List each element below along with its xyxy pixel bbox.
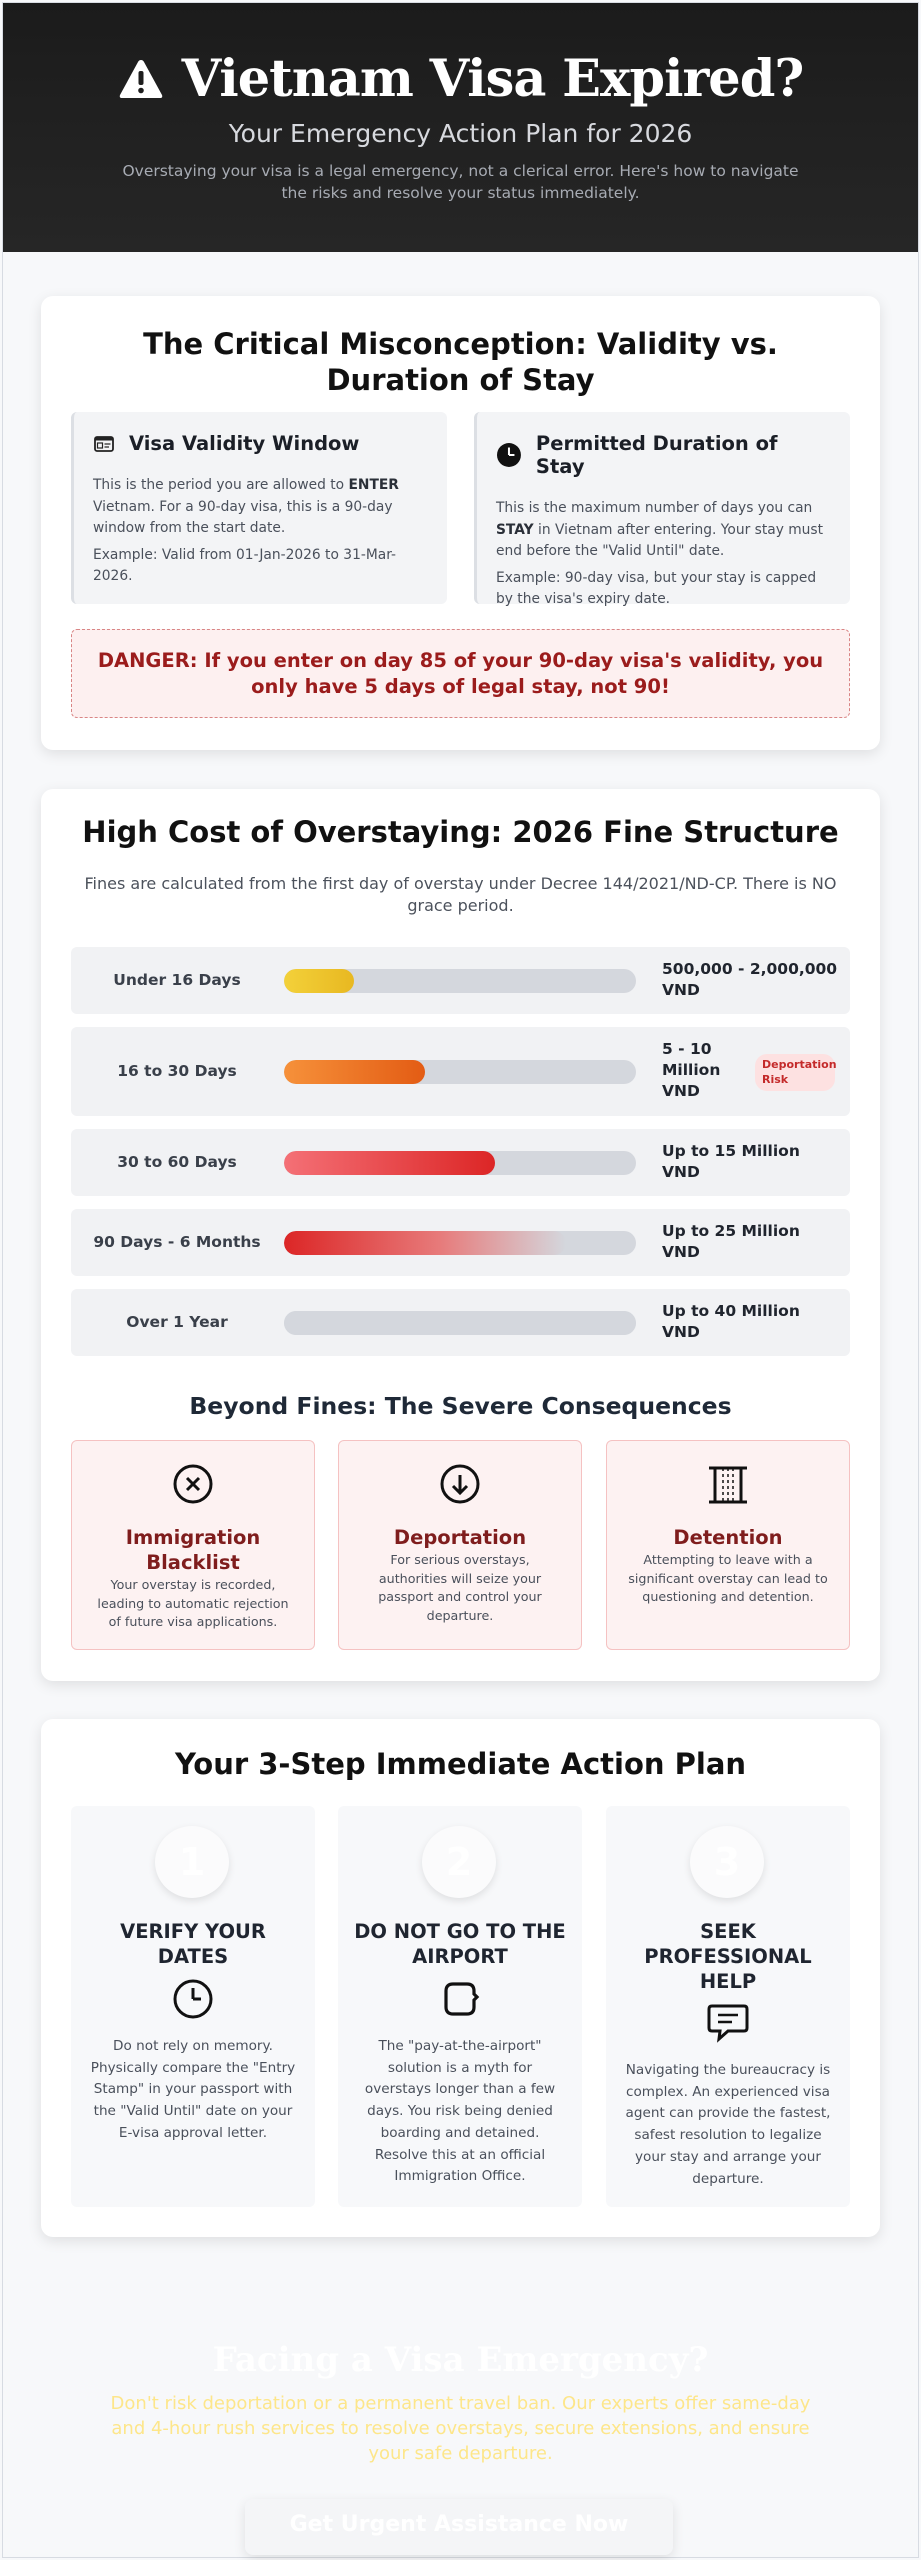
consequence-title: Detention bbox=[673, 1526, 783, 1549]
misconception-title: The Critical Misconception: Validity vs. Duration of Stay bbox=[143, 327, 778, 397]
fine-label: Over 1 Year bbox=[126, 1313, 228, 1331]
step-title: DO NOT GO TO THE AIRPORT bbox=[354, 1920, 566, 1968]
airplane-icon bbox=[439, 1978, 481, 2020]
step-number: 3 bbox=[690, 1826, 764, 1898]
validity-example: Example: Valid from 01-Jan-2026 to 31-Mar-2026. bbox=[93, 546, 396, 584]
action-plan-card bbox=[41, 1719, 880, 2237]
fine-label: 16 to 30 Days bbox=[117, 1062, 237, 1080]
consequence-title: Deportation bbox=[393, 1526, 527, 1549]
action-plan-title: Your 3-Step Immediate Action Plan bbox=[174, 1747, 747, 1781]
warning-icon bbox=[118, 57, 164, 101]
fine-row bbox=[71, 1289, 850, 1356]
validity-text: This is the period you are allowed to ENTER Vietnam. For a 90-day visa, this is a 90-day window from the start date. bbox=[93, 477, 399, 536]
fines-card bbox=[41, 789, 880, 1681]
fine-value: Up to 40 Million VND bbox=[662, 1302, 800, 1341]
step-title: SEEK PROFESSIONAL HELP bbox=[644, 1920, 812, 1993]
id-card-icon bbox=[93, 433, 115, 455]
fine-bar-fill bbox=[284, 969, 354, 993]
fine-bar-fill bbox=[284, 1231, 566, 1255]
clock-icon bbox=[496, 442, 522, 468]
consequence-card-blacklist bbox=[71, 1440, 315, 1650]
fine-bar-fill bbox=[284, 1311, 636, 1335]
fine-bar-fill bbox=[284, 1060, 425, 1084]
deportation-risk-badge: Deportation Risk bbox=[755, 1054, 835, 1091]
step-text: The "pay-at-the-airport" solution is a myth for overstays longer than a few days. You risk being denied boarding and detained. Resolve this at an official Immigration Office. bbox=[364, 2038, 556, 2185]
consequence-text: Your overstay is recorded, leading to automatic rejection of future visa applications. bbox=[97, 1577, 289, 1629]
fine-bar-fill bbox=[284, 1151, 495, 1175]
fine-bar bbox=[284, 1151, 636, 1175]
fine-row bbox=[71, 1027, 850, 1116]
consequence-card-deportation bbox=[338, 1440, 582, 1650]
consequences-title: Beyond Fines: The Severe Consequences bbox=[189, 1392, 732, 1420]
fine-value: Up to 25 Million VND bbox=[662, 1222, 800, 1261]
step-card bbox=[338, 1806, 582, 2207]
prison-bars-icon bbox=[706, 1463, 750, 1507]
duration-title: Permitted Duration of Stay bbox=[535, 432, 778, 478]
fine-label: 90 Days - 6 Months bbox=[93, 1233, 261, 1251]
fines-note: Fines are calculated from the first day of overstay under Decree 144/2021/ND-CP. There is NO grace period. bbox=[84, 874, 837, 915]
fine-bar bbox=[284, 1311, 636, 1335]
consequence-text: For serious overstays, authorities will seize your passport and control your departure. bbox=[378, 1552, 542, 1623]
hero-description: Overstaying your visa is a legal emergency, not a clerical error. Here's how to navigate the risks and resolve your status immediately. bbox=[122, 162, 799, 202]
fine-label: Under 16 Days bbox=[113, 971, 241, 989]
misconception-card bbox=[41, 296, 880, 750]
fine-row bbox=[71, 947, 850, 1014]
page-title: Vietnam Visa Expired? bbox=[181, 49, 804, 109]
hero-header bbox=[3, 3, 918, 252]
chat-icon bbox=[706, 2002, 750, 2044]
fine-label: 30 to 60 Days bbox=[117, 1153, 237, 1171]
fines-title: High Cost of Overstaying: 2026 Fine Structure bbox=[82, 815, 839, 849]
step-text: Navigating the bureaucracy is complex. An experienced visa agent can provide the fastest, safest resolution to legalize your stay and arrange your departure. bbox=[625, 2062, 831, 2187]
duration-box bbox=[474, 412, 850, 607]
step-number: 1 bbox=[155, 1826, 229, 1898]
validity-title: Visa Validity Window bbox=[129, 432, 360, 455]
fine-row bbox=[71, 1129, 850, 1196]
danger-callout: DANGER: If you enter on day 85 of your 90-day visa's validity, you only have 5 days of legal stay, not 90! bbox=[71, 629, 850, 718]
validity-box bbox=[71, 412, 447, 604]
consequence-text: Attempting to leave with a significant overstay can lead to questioning and detention. bbox=[628, 1552, 828, 1604]
x-circle-icon bbox=[172, 1463, 214, 1505]
fine-value: Up to 15 Million VND bbox=[662, 1142, 800, 1181]
duration-example: Example: 90-day visa, but your stay is capped by the visa's expiry date. bbox=[496, 569, 817, 607]
step-card bbox=[606, 1806, 850, 2207]
consequence-card-detention bbox=[606, 1440, 850, 1650]
clock-icon bbox=[172, 1978, 214, 2020]
cta-title: Facing a Visa Emergency? bbox=[212, 2340, 709, 2380]
fine-row bbox=[71, 1209, 850, 1276]
duration-text: This is the maximum number of days you can STAY in Vietnam after entering. Your stay must end before the "Valid Until" date. bbox=[496, 500, 824, 559]
hero-subtitle: Your Emergency Action Plan for 2026 bbox=[228, 119, 693, 148]
consequence-title: Immigration Blacklist bbox=[125, 1526, 261, 1574]
arrow-down-circle-icon bbox=[439, 1463, 481, 1505]
cta-text: Don't risk deportation or a permanent travel ban. Our experts offer same-day and 4-hour rush services to resolve overstays, secure extensions, and ensure your safe departure. bbox=[110, 2393, 811, 2464]
fine-bar bbox=[284, 1060, 636, 1084]
fine-bar bbox=[284, 1231, 636, 1255]
hero-title-row bbox=[3, 49, 918, 109]
step-number: 2 bbox=[422, 1826, 496, 1898]
urgent-assistance-button[interactable]: Get Urgent Assistance Now bbox=[245, 2499, 673, 2555]
fine-bar bbox=[284, 969, 636, 993]
step-title: VERIFY YOUR DATES bbox=[120, 1920, 266, 1968]
step-card bbox=[71, 1806, 315, 2207]
fine-value: 500,000 - 2,000,000 VND bbox=[662, 960, 838, 999]
step-text: Do not rely on memory. Physically compare the "Entry Stamp" in your passport with the "Valid Until" date on your E-visa approval letter. bbox=[90, 2038, 296, 2141]
fine-value: 5 - 10 Million VND bbox=[662, 1040, 721, 1100]
